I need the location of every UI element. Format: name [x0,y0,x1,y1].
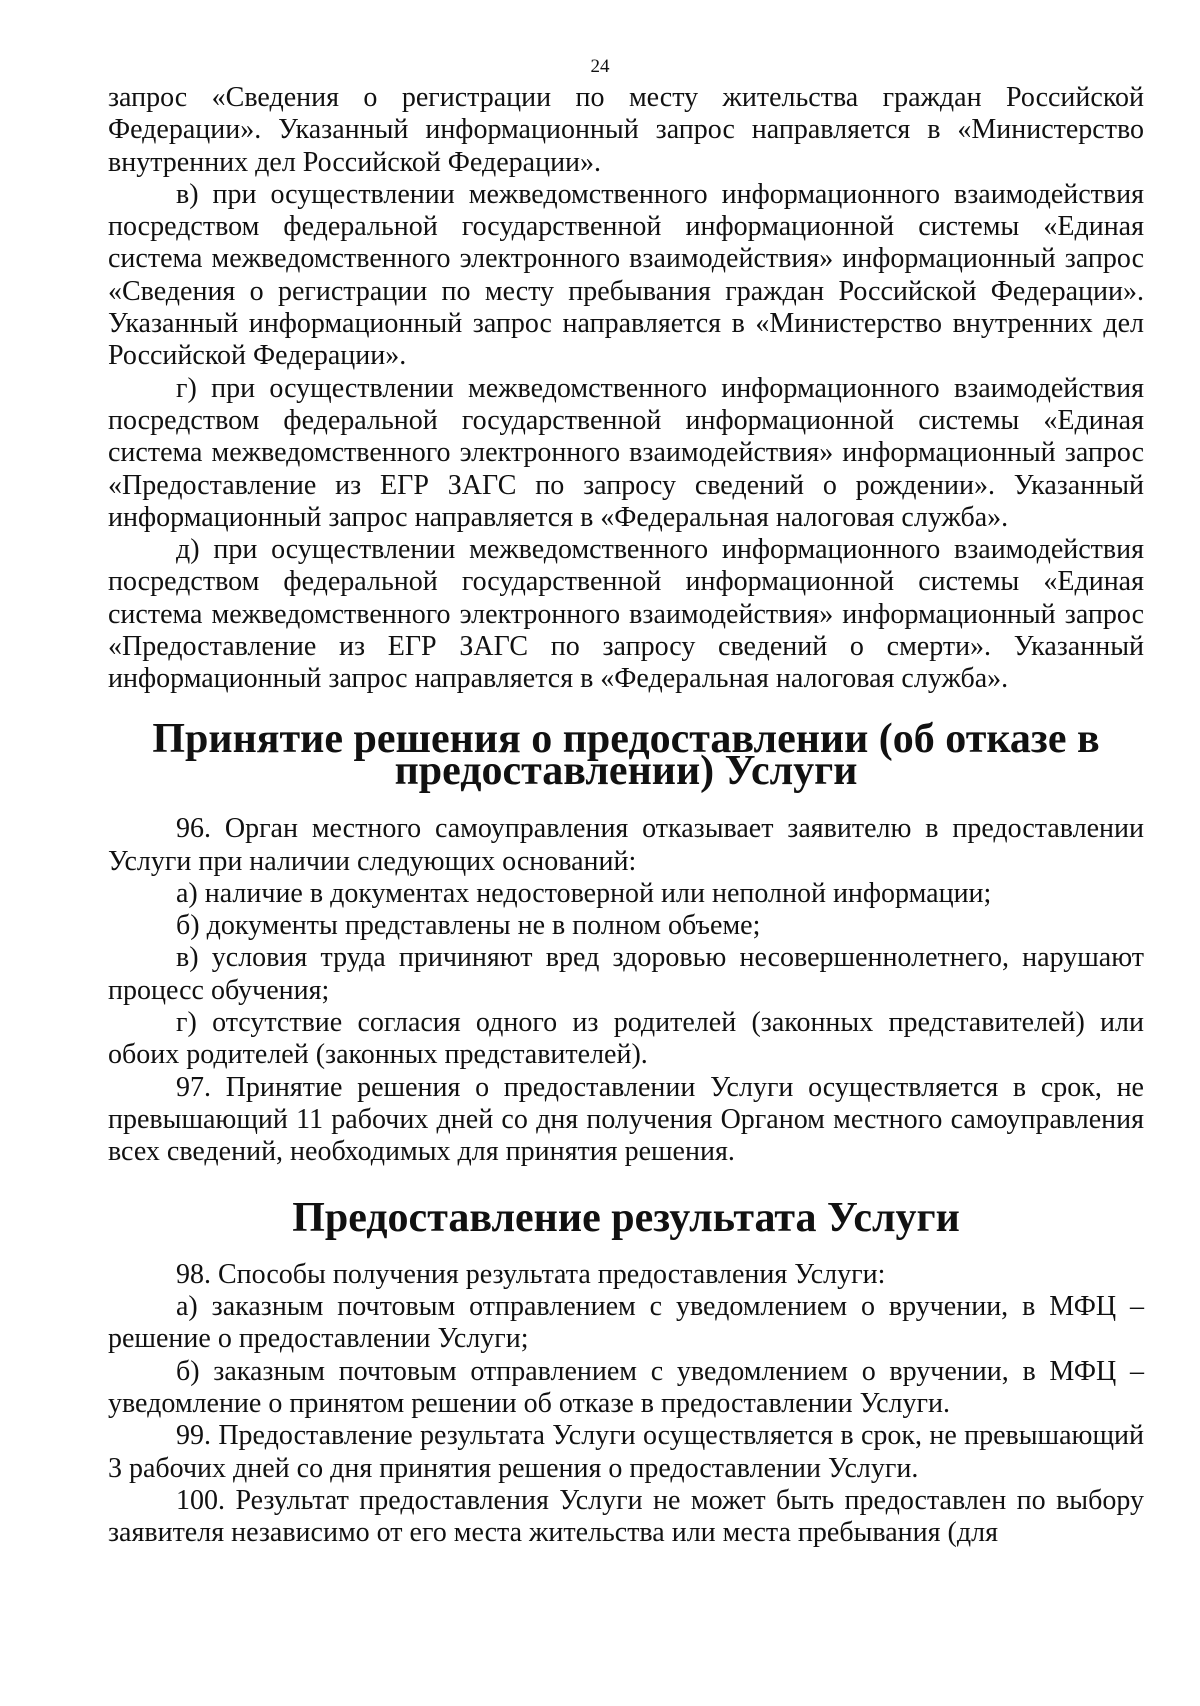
paragraph-98-b: б) заказным почтовым отправлением с уведомлением о вручении, в МФЦ – уведомление о принятом решении об отказе в предоставлении Услуги. [108,1355,1144,1419]
document-body [108,82,1144,1549]
paragraph-98-a: а) заказным почтовым отправлением с уведомлением о вручении, в МФЦ – решение о предоставлении Услуги; [108,1291,1144,1355]
paragraph-96-g: г) отсутствие согласия одного из родителей (законных представителей) или обоих родителей (законных представителей). [108,1007,1144,1071]
paragraph-continuation: запрос «Сведения о регистрации по месту жительства граждан Российской Федерации». Указанный информационный запрос направляется в «Министерство внутренних дел Российской Федерации». [108,82,1144,178]
paragraph-96-v: в) условия труда причиняют вред здоровью несовершеннолетнего, нарушают процесс обучения; [108,942,1144,1006]
paragraph-item-d: д) при осуществлении межведомственного информационного взаимодействия посредством федеральной государственной информационной системы «Единая система межведомственного электронного взаимодействия» информационный запрос «Предоставление из ЕГР ЗАГС по запросу сведений о смерти». Указанный информационный запрос направляется в «Федеральная налоговая служба». [108,534,1144,695]
paragraph-96: 96. Орган местного самоуправления отказывает заявителю в предоставлении Услуги при наличии следующих оснований: [108,813,1144,877]
paragraph-98: 98. Способы получения результата предоставления Услуги: [176,1258,886,1290]
paragraph-97: 97. Принятие решения о предоставлении Услуги осуществляется в срок, не превышающий 11 рабочих дней со дня получения Органом местного самоуправления всех сведений, необходимых для принятия решения. [108,1071,1144,1168]
section-heading-decision: Принятие решения о предоставлении (об отказе в предоставлении) Услуги [152,715,1100,794]
page-number: 24 [590,56,610,77]
paragraph-96-a: а) наличие в документах недостоверной или неполной информации; [176,877,992,909]
paragraph-item-g: г) при осуществлении межведомственного информационного взаимодействия посредством федеральной государственной информационной системы «Единая система межведомственного электронного взаимодействия» информационный запрос «Предоставление из ЕГР ЗАГС по запросу сведений о рождении». Указанный информационный запрос направляется в «Федеральная налоговая служба». [108,372,1144,533]
paragraph-item-v: в) при осуществлении межведомственного информационного взаимодействия посредством федеральной государственной информационной системы «Единая система межведомственного электронного взаимодействия» информационный запрос «Сведения о регистрации по месту пребывания граждан Российской Федерации». Указанный информационный запрос направляется в «Министерство внутренних дел Российской Федерации». [108,178,1144,372]
section-heading-result: Предоставление результата Услуги [292,1194,960,1241]
paragraph-100: 100. Результат предоставления Услуги не может быть предоставлен по выбору заявителя независимо от его места жительства или места пребывания (для [108,1484,1144,1549]
paragraph-99: 99. Предоставление результата Услуги осуществляется в срок, не превышающий 3 рабочих дней со дня принятия решения о предоставлении Услуги. [108,1420,1144,1484]
paragraph-96-b: б) документы представлены не в полном объеме; [176,910,761,942]
